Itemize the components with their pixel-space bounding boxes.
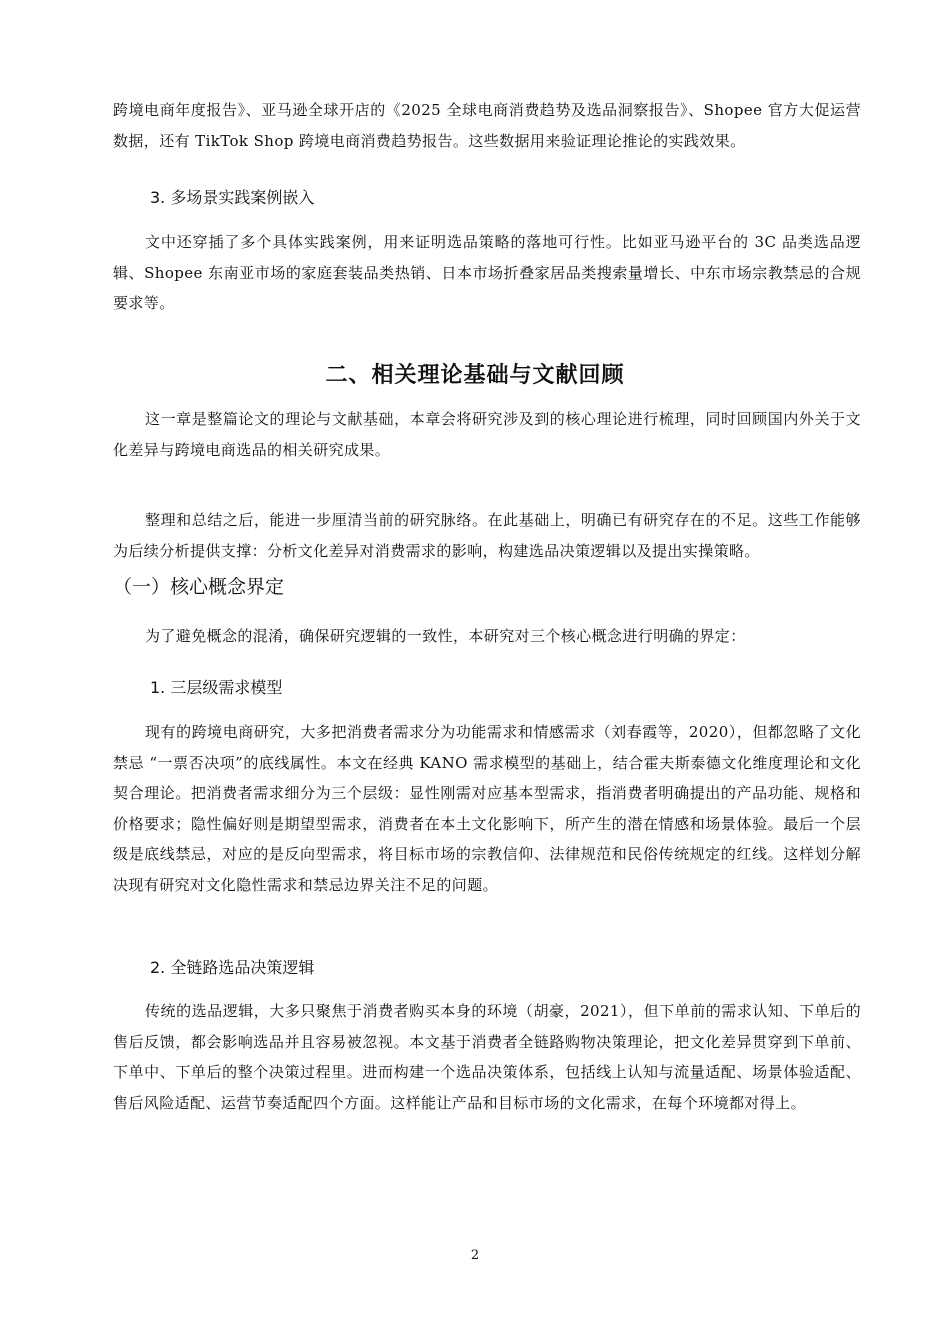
subheading-decision-logic: 2. 全链路选品决策逻辑 (150, 958, 315, 977)
paragraph-chapter-intro: 这一章是整篇论文的理论与文献基础，本章会将研究涉及到的核心理论进行梳理，同时回顾国内外关于文化差异与跨境电商选品的相关研究成果。 (113, 410, 861, 459)
paragraph-chapter-purpose: 整理和总结之后，能进一步厘清当前的研究脉络。在此基础上，明确已有研究存在的不足。这些工作能够为后续分析提供支撑：分析文化差异对消费需求的影响，构建选品决策逻辑以及提出实操策略。 (113, 511, 861, 560)
paragraph-concepts-intro: 为了避免概念的混淆，确保研究逻辑的一致性，本研究对三个核心概念进行明确的界定： (145, 627, 746, 645)
chapter-title: 二、相关理论基础与文献回顾 (325, 363, 625, 388)
paragraph-demand-model: 现有的跨境电商研究，大多把消费者需求分为功能需求和情感需求（刘春霞等，2020），但都忽略了文化禁忌 “一票否决项”的底线属性。本文在经典 KANO 需求模型的基础上，结合霍夫斯泰德文化维度理论和文化契合理论。把消费者需求细分为三个层级：显性刚需对应基本型需求，指消费者明确提出的产品功能、规格和价格要求；隐性偏好则是期望型需求，消费者在本土文化影响下，所产生的潜在情感和场景体验。最后一个层级是底线禁忌，对应的是反向型需求，将目标市场的宗教信仰、法律规范和民俗传统规定的红线。这样划分解决现有研究对文化隐性需求和禁忌边界关注不足的问题。 (113, 723, 861, 894)
paragraph-data-sources: 跨境电商年度报告》、亚马逊全球开店的《2025 全球电商消费趋势及选品洞察报告》、Shopee 官方大促运营数据，还有 TikTok Shop 跨境电商消费趋势报告。这些数据用来验证理论推论的实践效果。 (113, 101, 861, 150)
page-number: 2 (470, 1248, 480, 1263)
paragraph-practice-cases: 文中还穿插了多个具体实践案例，用来证明选品策略的落地可行性。比如亚马逊平台的 3C 品类选品逻辑、Shopee 东南亚市场的家庭套装品类热销、日本市场折叠家居品类搜索量增长、中东市场宗教禁忌的合规要求等。 (113, 233, 861, 312)
subheading-demand-model: 1. 三层级需求模型 (150, 678, 283, 697)
section-heading-core-concepts: （一）核心概念界定 (113, 576, 285, 598)
paragraph-decision-logic: 传统的选品逻辑，大多只聚焦于消费者购买本身的环境（胡豪，2021），但下单前的需求认知、下单后的售后反馈，都会影响选品并且容易被忽视。本文基于消费者全链路购物决策理论，把文化差异贯穿到下单前、下单中、下单后的整个决策过程里。进而构建一个选品决策体系，包括线上认知与流量适配、场景体验适配、售后风险适配、运营节奏适配四个方面。这样能让产品和目标市场的文化需求，在每个环境都对得上。 (113, 1002, 861, 1112)
subheading-practice-cases: 3. 多场景实践案例嵌入 (150, 188, 315, 207)
